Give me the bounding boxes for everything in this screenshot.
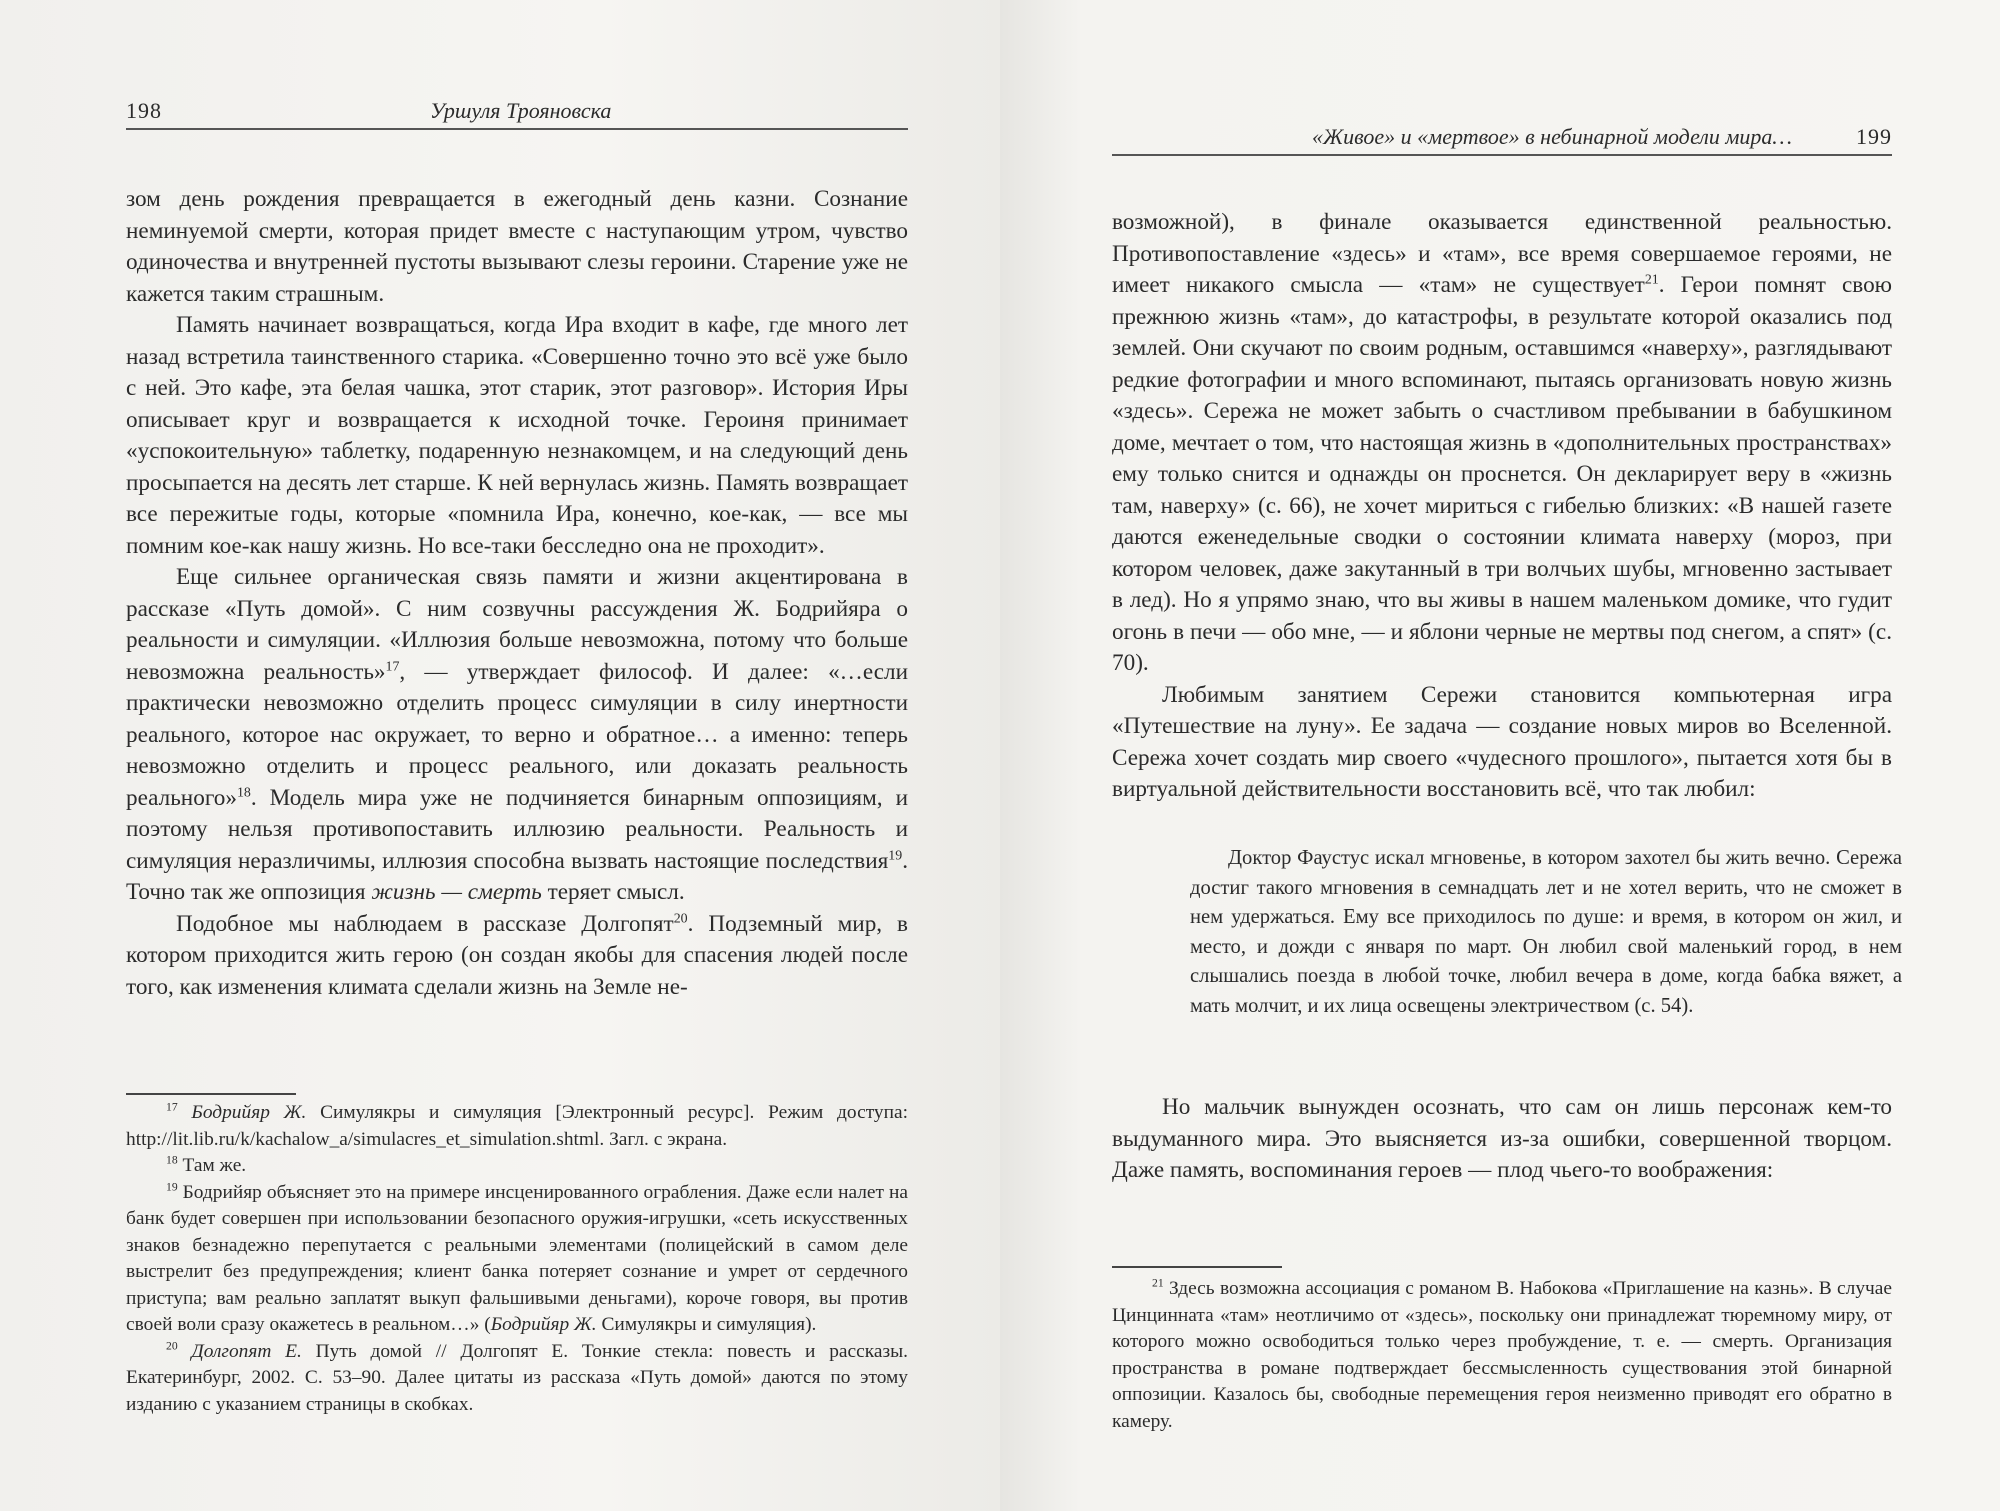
text-run: теряет смысл.	[541, 879, 685, 905]
footnote-marker: 17	[166, 1100, 178, 1114]
paragraph	[126, 909, 908, 1004]
block-quote	[1190, 844, 1902, 1022]
right-page-number: 199	[1856, 124, 1892, 149]
text-run: Память начинает возвращаться, когда Ира входит в кафе, где много лет назад встретила таинственного старика. «Совершенно точно это всё уже было с ней. Это кафе, эта белая чашка, этот старик, этот разговор». История Иры описывает круг и возвращается к исходной точке. Героиня принимает «успокоительную» таблетку, подаренную незнакомцем, и на следующий день просыпается на десять лет старше. К ней вернулась жизнь. Память возвращает все пережитые годы, которые «помнила Ира, конечно, кое-как, — все мы помним кое-как нашу жизнь. Но все-таки бесследно она не проходит».	[126, 312, 908, 559]
text-run: Бодрийяр объясняет это на примере инсценированного ограбления. Даже если налет на банк будет совершен при использовании безопасного оружия-игрушки, «сеть искусственных знаков безнадежно перепутается с реальными элементами (полицейский в самом деле выстрелит без предупреждения; клиент банка потеряет сознание и умрет от сердечного приступа; вам реально заплатят выкуп фальшивыми деньгами), короче говоря, вы против своей воли сразу окажетесь в реальном…» (	[126, 1181, 908, 1335]
text-run: Там же.	[177, 1155, 247, 1176]
text-run: Подобное мы наблюдаем в рассказе Долгопят	[176, 910, 674, 937]
footnote-marker: 17	[385, 658, 400, 674]
paragraph	[1112, 207, 1892, 680]
footnote	[1112, 1276, 1892, 1435]
italic-text: жизнь — смерть	[371, 879, 542, 905]
right-footnote-rule	[1112, 1266, 1282, 1268]
paragraph	[1112, 680, 1892, 806]
right-body-text	[1112, 207, 1892, 806]
right-page-header	[1112, 124, 1892, 156]
footnote	[126, 1100, 908, 1153]
footnote-marker: 19	[888, 847, 903, 863]
paragraph	[126, 310, 908, 562]
text-run	[178, 1341, 192, 1362]
text-run: Любимым занятием Сережи становится компьютерная игра «Путешествие на луну». Ее задача — создание новых миров во Вселенной. Сережа хочет создать мир своего «чудесного прошлого», пытается хотя бы в виртуальной действительности восстановить всё, что так любил:	[1112, 681, 1892, 802]
footnote	[126, 1153, 908, 1180]
footnote-marker: 21	[1644, 272, 1659, 288]
text-run: , — утверждает философ. И далее: «…если практически невозможно отделить процесс симуляции в силу инертности реального, которое нас окружает, то верно и обратное… а именно: теперь невозможно отделить и процесс реального, или доказать реальность реального»	[126, 658, 908, 811]
block-quote-text: Доктор Фаустус искал мгновенье, в котором захотел бы жить вечно. Сережа достиг такого мгновения в семнадцать лет и не хотел верить, что не сможет в нем удержаться. Ему все приходилось по душе: и время, в котором он жил, и место, и дожди с января по март. Он любил свой маленький город, в нем слышались поезда в любой точке, любил вечера в доме, когда бабка вяжет, а мать молчит, и их лица освещены электричеством (с. 54).	[1190, 847, 1902, 1017]
left-running-head: Уршуля Трояновска	[430, 98, 612, 123]
left-page-number: 198	[126, 98, 162, 123]
text-run: . Герои помнят свою прежнюю жизнь «там», до катастрофы, в результате которой оказались под землей. Они скучают по своим родным, оставшимся «наверху», разглядывают редкие фотографии и много вспоминают, пытаясь организовать новую жизнь «здесь». Сережа не может забыть о счастливом пребывании в бабушкином доме, мечтает о том, что настоящая жизнь в «дополнительных пространствах» ему только снится и однажды он проснется. Он декларирует веру в «жизнь там, наверху» (с. 66), не хочет мириться с гибелью близких: «В нашей газете даются еженедельные сводки о состоянии климата наверху (мороз, при котором человек, даже закутанный в три волчьих шубы, мгновенно застывает в лед). Но я упрямо знаю, что вы живы в нашем маленьком домике, что гудит огонь в печи — обо мне, — и яблони черные не мертвы под снегом, а спят» (с. 70).	[1112, 272, 1892, 676]
left-footnote-rule	[126, 1093, 296, 1095]
text-run: Симулякры и симуляция [Электронный ресурс]. Режим доступа: http://lit.lib.ru/k/kachalow_a/simulacres_et_simulation.shtml. Загл. с экрана.	[126, 1102, 908, 1150]
italic-text: Бодрийяр Ж.	[490, 1314, 597, 1335]
text-run: . Точно так же оппозиция	[126, 847, 908, 905]
text-run: . Подземный мир, в котором приходится жить герою (он создан якобы для спасения людей после того, как изменения климата сделали жизнь на Земле не-	[126, 910, 908, 1000]
left-footnotes	[126, 1100, 908, 1418]
footnote-marker: 18	[236, 784, 251, 800]
left-page-header	[126, 98, 908, 130]
italic-text: Долгопят Е.	[191, 1340, 302, 1362]
paragraph	[126, 184, 908, 310]
paragraph: Но мальчик вынужден осознать, что сам он лишь персонаж кем-то выдуманного мира. Это выясняется из-за ошибки, совершенной творцом. Даже память, воспоминания героев — плод чьего-то воображения:	[1112, 1094, 1892, 1183]
footnote-marker: 18	[166, 1153, 178, 1167]
footnote-marker: 19	[166, 1180, 178, 1194]
text-run: Здесь возможна ассоциация с романом В. Набокова «Приглашение на казнь». В случае Цинцинната «там» неотличимо от «здесь», поскольку они принадлежат тюремному миру, от которого можно освободиться только через пробуждение, т. е. — смерть. Организация пространства в романе подтверждает бессмысленность существования этой бинарной оппозиции. Казалось бы, свободные перемещения героя неизменно приводят его обратно в камеру.	[1112, 1278, 1892, 1432]
right-page	[1000, 0, 2000, 1511]
text-run: зом день рождения превращается в ежегодный день казни. Сознание неминуемой смерти, которая придет вместе с наступающим утром, чувство одиночества и внутренней пустоты вызывают слезы героини. Старение уже не кажется таким страшным.	[126, 186, 908, 307]
italic-text: Бодрийяр Ж.	[191, 1102, 307, 1123]
footnote-marker: 20	[166, 1339, 178, 1353]
right-footnotes	[1112, 1276, 1892, 1435]
footnote-marker: 20	[673, 910, 688, 926]
right-running-head: «Живое» и «мертвое» в небинарной модели мира…	[1312, 124, 1792, 149]
footnote	[126, 1339, 908, 1419]
text-run: Симулякры и симуляция).	[596, 1314, 817, 1335]
text-run: Путь домой // Долгопят Е. Тонкие стекла: повесть и рассказы. Екатеринбург, 2002. С. 53–90. Далее цитаты из рассказа «Путь домой» даются по этому изданию с указанием страницы в скобках.	[126, 1340, 908, 1415]
paragraph	[126, 562, 908, 909]
text-run: . Модель мира уже не подчиняется бинарным оппозициям, и поэтому нельзя противопоставить иллюзию реальности. Реальность и симуляция неразличимы, иллюзия способна вызвать настоящие последствия	[126, 784, 908, 874]
footnote	[126, 1180, 908, 1339]
text-run	[178, 1102, 192, 1123]
footnote-marker: 21	[1152, 1276, 1164, 1290]
text-run: Еще сильнее органическая связь памяти и жизни акцентирована в рассказе «Путь домой». С ним созвучны рассуждения Ж. Бодрийяра о реальности и симуляции. «Иллюзия больше невозможна, потому что больше невозможна реальность»	[126, 564, 908, 685]
after-quote-text	[1112, 1092, 1892, 1187]
left-body-text	[126, 184, 908, 1003]
text-run: возможной), в финале оказывается единственной реальностью. Противопоставление «здесь» и «там», все время совершаемое героями, не имеет никакого смысла — «там» не существует	[1112, 209, 1892, 298]
